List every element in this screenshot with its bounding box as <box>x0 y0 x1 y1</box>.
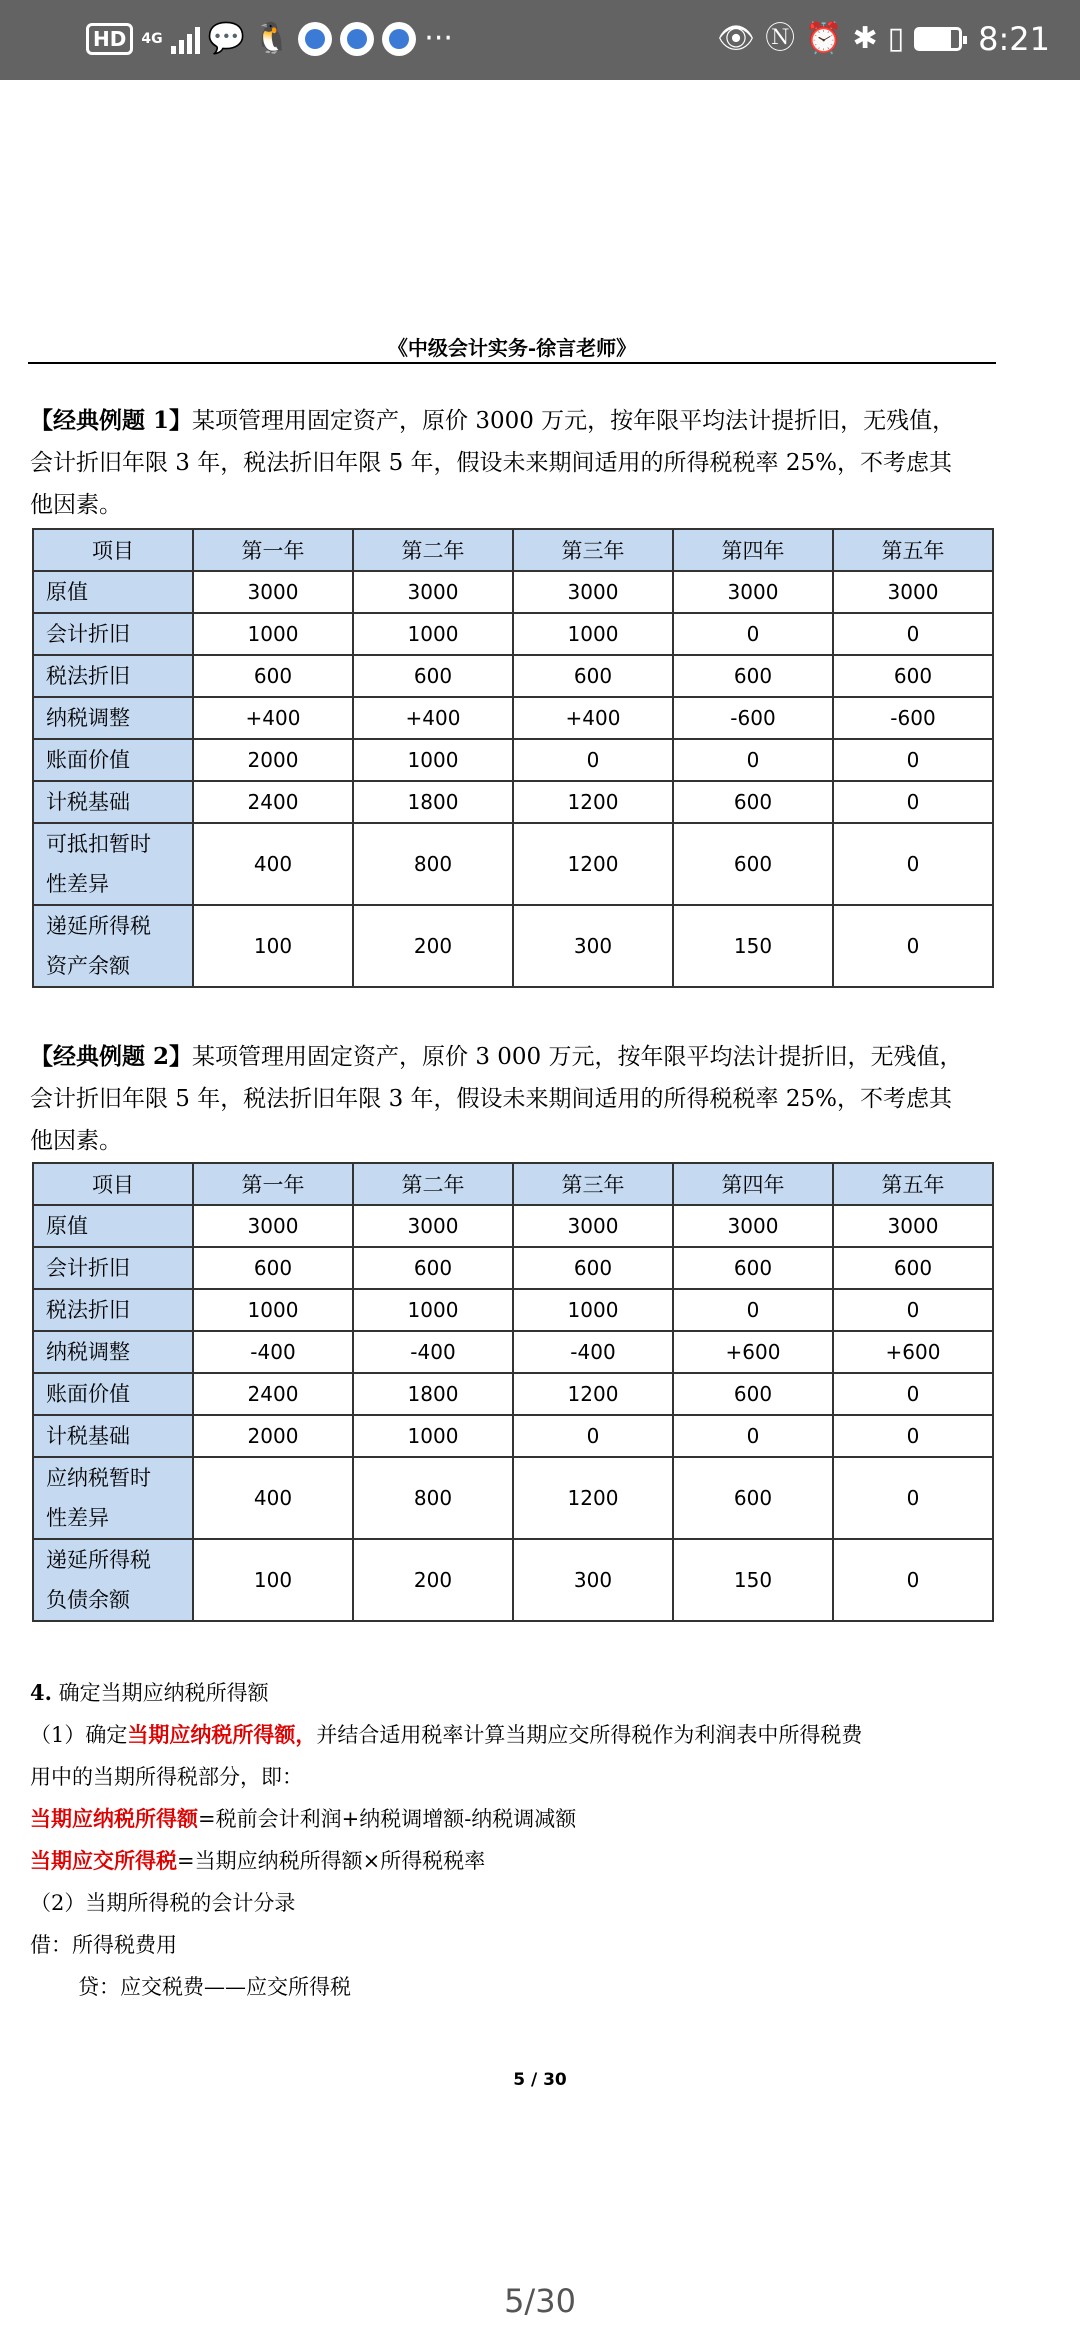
row-label: 会计折旧 <box>33 613 193 655</box>
music-app-icon <box>382 22 416 56</box>
table-cell: 3000 <box>353 571 513 613</box>
table-cell: 3000 <box>673 571 833 613</box>
table-row <box>33 823 993 905</box>
document-page-number: 5 / 30 <box>513 2070 567 2090</box>
table-cell: 400 <box>193 1457 353 1539</box>
table-cell: 600 <box>193 655 353 697</box>
table-cell: 600 <box>673 823 833 905</box>
table-cell: 0 <box>833 1539 993 1621</box>
row-label: 计税基础 <box>33 781 193 823</box>
column-header: 第四年 <box>673 529 833 571</box>
row-label <box>33 1539 193 1621</box>
battery-icon <box>914 27 962 51</box>
column-header: 第五年 <box>833 1163 993 1205</box>
example1-text <box>30 400 996 526</box>
row-label: 原值 <box>33 1205 193 1247</box>
document-header: 《中级会计实务-徐言老师》 <box>387 336 637 360</box>
table-cell: 3000 <box>193 571 353 613</box>
table-cell: 0 <box>833 781 993 823</box>
row-label: 税法折旧 <box>33 1289 193 1331</box>
table-cell: 0 <box>833 1415 993 1457</box>
row-label: 会计折旧 <box>33 1247 193 1289</box>
table-cell: 1000 <box>193 1289 353 1331</box>
section-number: 4. <box>30 1680 52 1705</box>
eye-icon: 👁 <box>717 21 756 56</box>
table-cell: 3000 <box>513 571 673 613</box>
table-cell: 1200 <box>513 781 673 823</box>
table-cell: +600 <box>673 1331 833 1373</box>
table-cell: 1800 <box>353 1373 513 1415</box>
row-label: 纳税调整 <box>33 1331 193 1373</box>
table-header-row <box>33 1163 993 1205</box>
highlight-term: 当期应纳税所得额， <box>127 1722 317 1747</box>
table-row <box>33 613 993 655</box>
table-row <box>33 1247 993 1289</box>
header-divider <box>28 362 996 364</box>
table-row <box>33 1373 993 1415</box>
qq-icon: 🐧 <box>252 21 291 56</box>
table-cell: -600 <box>673 697 833 739</box>
table-cell: 150 <box>673 905 833 987</box>
table-cell: -400 <box>513 1331 673 1373</box>
table-cell: 1000 <box>193 613 353 655</box>
table-cell: 0 <box>833 905 993 987</box>
example2-title: 【经典例题 2】 <box>30 1043 193 1070</box>
table-cell: 2400 <box>193 1373 353 1415</box>
column-header: 第一年 <box>193 529 353 571</box>
p1-prefix: （1）确定 <box>30 1723 128 1747</box>
page-indicator[interactable]: 5/30 <box>504 2282 576 2320</box>
example1-title: 【经典例题 1】 <box>30 407 193 434</box>
row-label-line: 性差异 <box>46 872 109 896</box>
table-cell: 0 <box>833 739 993 781</box>
table-row <box>33 1289 993 1331</box>
table-cell: 600 <box>193 1247 353 1289</box>
journal-debit: 借：所得税费用 <box>30 1933 177 1957</box>
table-cell: 600 <box>673 1373 833 1415</box>
row-label <box>33 823 193 905</box>
table-cell: 2400 <box>193 781 353 823</box>
row-label-line: 可抵扣暂时 <box>46 832 151 856</box>
example2-line3: 他因素。 <box>30 1128 122 1154</box>
table-row <box>33 1205 993 1247</box>
table-cell: 0 <box>833 823 993 905</box>
example1-table <box>32 528 994 988</box>
table-cell: -400 <box>193 1331 353 1373</box>
example2-line2: 会计折旧年限 5 年，税法折旧年限 3 年，假设未来期间适用的所得税税率 25%，不考虑其 <box>30 1086 952 1112</box>
column-header: 项目 <box>33 1163 193 1205</box>
table-row <box>33 781 993 823</box>
table-row <box>33 697 993 739</box>
table-cell: 200 <box>353 905 513 987</box>
example1-line2: 会计折旧年限 3 年，税法折旧年限 5 年，假设未来期间适用的所得税税率 25%，不考虑其 <box>30 450 952 476</box>
example1-line3: 他因素。 <box>30 492 122 518</box>
table-cell: 0 <box>833 1457 993 1539</box>
table-cell: 2000 <box>193 739 353 781</box>
table-cell: 100 <box>193 1539 353 1621</box>
table-cell: +400 <box>353 697 513 739</box>
row-label: 账面价值 <box>33 739 193 781</box>
table-cell: +400 <box>513 697 673 739</box>
table-cell: 0 <box>673 1415 833 1457</box>
table-cell: 150 <box>673 1539 833 1621</box>
example1-line1: 某项管理用固定资产，原价 3000 万元，按年限平均法计提折旧，无残值， <box>192 408 956 434</box>
column-header: 项目 <box>33 529 193 571</box>
app-notification-icon <box>298 22 332 56</box>
table-cell: 1000 <box>353 1415 513 1457</box>
table-cell: 1200 <box>513 1457 673 1539</box>
table-cell: 0 <box>833 1289 993 1331</box>
table-row <box>33 1331 993 1373</box>
row-label <box>33 905 193 987</box>
column-header: 第二年 <box>353 529 513 571</box>
table-cell: 600 <box>833 1247 993 1289</box>
table-cell: +400 <box>193 697 353 739</box>
table-cell: 400 <box>193 823 353 905</box>
formula-text: =当期应纳税所得额×所得税税率 <box>177 1849 486 1873</box>
table-cell: 3000 <box>353 1205 513 1247</box>
section-heading <box>30 1672 1010 1714</box>
wechat-icon: 💬 <box>207 21 245 56</box>
paragraph-1 <box>30 1714 1010 1756</box>
row-label: 原值 <box>33 571 193 613</box>
column-header: 第五年 <box>833 529 993 571</box>
table-cell: 600 <box>513 1247 673 1289</box>
row-label-line: 应纳税暂时 <box>46 1466 151 1490</box>
table-cell: 200 <box>353 1539 513 1621</box>
table-cell: 3000 <box>673 1205 833 1247</box>
table-cell: 0 <box>673 613 833 655</box>
signal-icon <box>171 24 200 54</box>
formula-text: =税前会计利润+纳税调增额-纳税调减额 <box>198 1807 577 1831</box>
table-cell: 1000 <box>513 1289 673 1331</box>
column-header: 第一年 <box>193 1163 353 1205</box>
row-label-line: 递延所得税 <box>46 1548 151 1572</box>
vibrate-icon: ▯ <box>887 21 905 56</box>
more-notifications-icon: ··· <box>424 21 453 56</box>
row-label <box>33 1457 193 1539</box>
table-cell: 300 <box>513 1539 673 1621</box>
table-row <box>33 1415 993 1457</box>
table-cell: 0 <box>513 739 673 781</box>
table-cell: 600 <box>673 1457 833 1539</box>
paragraph-1-line2: 用中的当期所得税部分，即： <box>30 1765 303 1789</box>
row-label-line: 负债余额 <box>46 1588 130 1612</box>
table-cell: 0 <box>673 1289 833 1331</box>
clock: 8:21 <box>978 20 1050 58</box>
table-cell: 3000 <box>833 1205 993 1247</box>
table-cell: 100 <box>193 905 353 987</box>
table-cell: 2000 <box>193 1415 353 1457</box>
table-cell: 0 <box>513 1415 673 1457</box>
alarm-icon: ⏰ <box>805 21 843 56</box>
row-label: 纳税调整 <box>33 697 193 739</box>
table-cell: 600 <box>353 1247 513 1289</box>
table-row <box>33 739 993 781</box>
table-row <box>33 655 993 697</box>
table-cell: 0 <box>833 613 993 655</box>
column-header: 第四年 <box>673 1163 833 1205</box>
row-label-line: 性差异 <box>46 1506 109 1530</box>
table-cell: 0 <box>833 1373 993 1415</box>
section-4 <box>30 1672 1010 2008</box>
formula-2 <box>30 1840 1010 1882</box>
table-cell: -600 <box>833 697 993 739</box>
row-label: 账面价值 <box>33 1373 193 1415</box>
column-header: 第三年 <box>513 1163 673 1205</box>
table-cell: 3000 <box>833 571 993 613</box>
table-cell: -400 <box>353 1331 513 1373</box>
table-cell: 600 <box>513 655 673 697</box>
example2-table <box>32 1162 994 1622</box>
network-type-label: 4G <box>141 31 163 47</box>
row-label-line: 递延所得税 <box>46 914 151 938</box>
bluetooth-icon: ✱ <box>852 21 878 56</box>
column-header: 第三年 <box>513 529 673 571</box>
table-cell: 600 <box>353 655 513 697</box>
paragraph-2: （2）当期所得税的会计分录 <box>30 1891 296 1915</box>
row-label-line: 资产余额 <box>46 954 130 978</box>
example2-text <box>30 1036 996 1162</box>
table-cell: 1000 <box>353 1289 513 1331</box>
table-cell: 600 <box>673 655 833 697</box>
table-cell: 3000 <box>193 1205 353 1247</box>
table-header-row <box>33 529 993 571</box>
table-cell: 1200 <box>513 823 673 905</box>
hd-icon: HD <box>86 23 133 55</box>
table-row <box>33 571 993 613</box>
table-cell: 1000 <box>513 613 673 655</box>
table-cell: 800 <box>353 1457 513 1539</box>
journal-credit: 贷：应交税费——应交所得税 <box>78 1975 351 1999</box>
table-row <box>33 1539 993 1621</box>
table-cell: 3000 <box>513 1205 673 1247</box>
shield-app-icon <box>340 22 374 56</box>
table-cell: 1000 <box>353 613 513 655</box>
table-cell: 0 <box>673 739 833 781</box>
column-header: 第二年 <box>353 1163 513 1205</box>
row-label: 税法折旧 <box>33 655 193 697</box>
table-row <box>33 1457 993 1539</box>
table-cell: 1800 <box>353 781 513 823</box>
status-bar <box>0 0 1080 80</box>
table-row <box>33 905 993 987</box>
section-title: 确定当期应纳税所得额 <box>58 1681 269 1705</box>
table-cell: 600 <box>673 781 833 823</box>
row-label: 计税基础 <box>33 1415 193 1457</box>
table-cell: 1000 <box>353 739 513 781</box>
table-cell: 1200 <box>513 1373 673 1415</box>
table-cell: 600 <box>673 1247 833 1289</box>
table-cell: +600 <box>833 1331 993 1373</box>
p1-rest: 并结合适用税率计算当期应交所得税作为利润表中所得税费 <box>316 1723 863 1747</box>
formula-1 <box>30 1798 1010 1840</box>
table-cell: 800 <box>353 823 513 905</box>
table-cell: 600 <box>833 655 993 697</box>
highlight-term: 当期应交所得税 <box>30 1848 177 1873</box>
example2-line1: 某项管理用固定资产，原价 3 000 万元，按年限平均法计提折旧，无残值， <box>192 1044 963 1070</box>
highlight-term: 当期应纳税所得额 <box>30 1806 198 1831</box>
table-cell: 300 <box>513 905 673 987</box>
nfc-icon: Ⓝ <box>765 21 796 56</box>
